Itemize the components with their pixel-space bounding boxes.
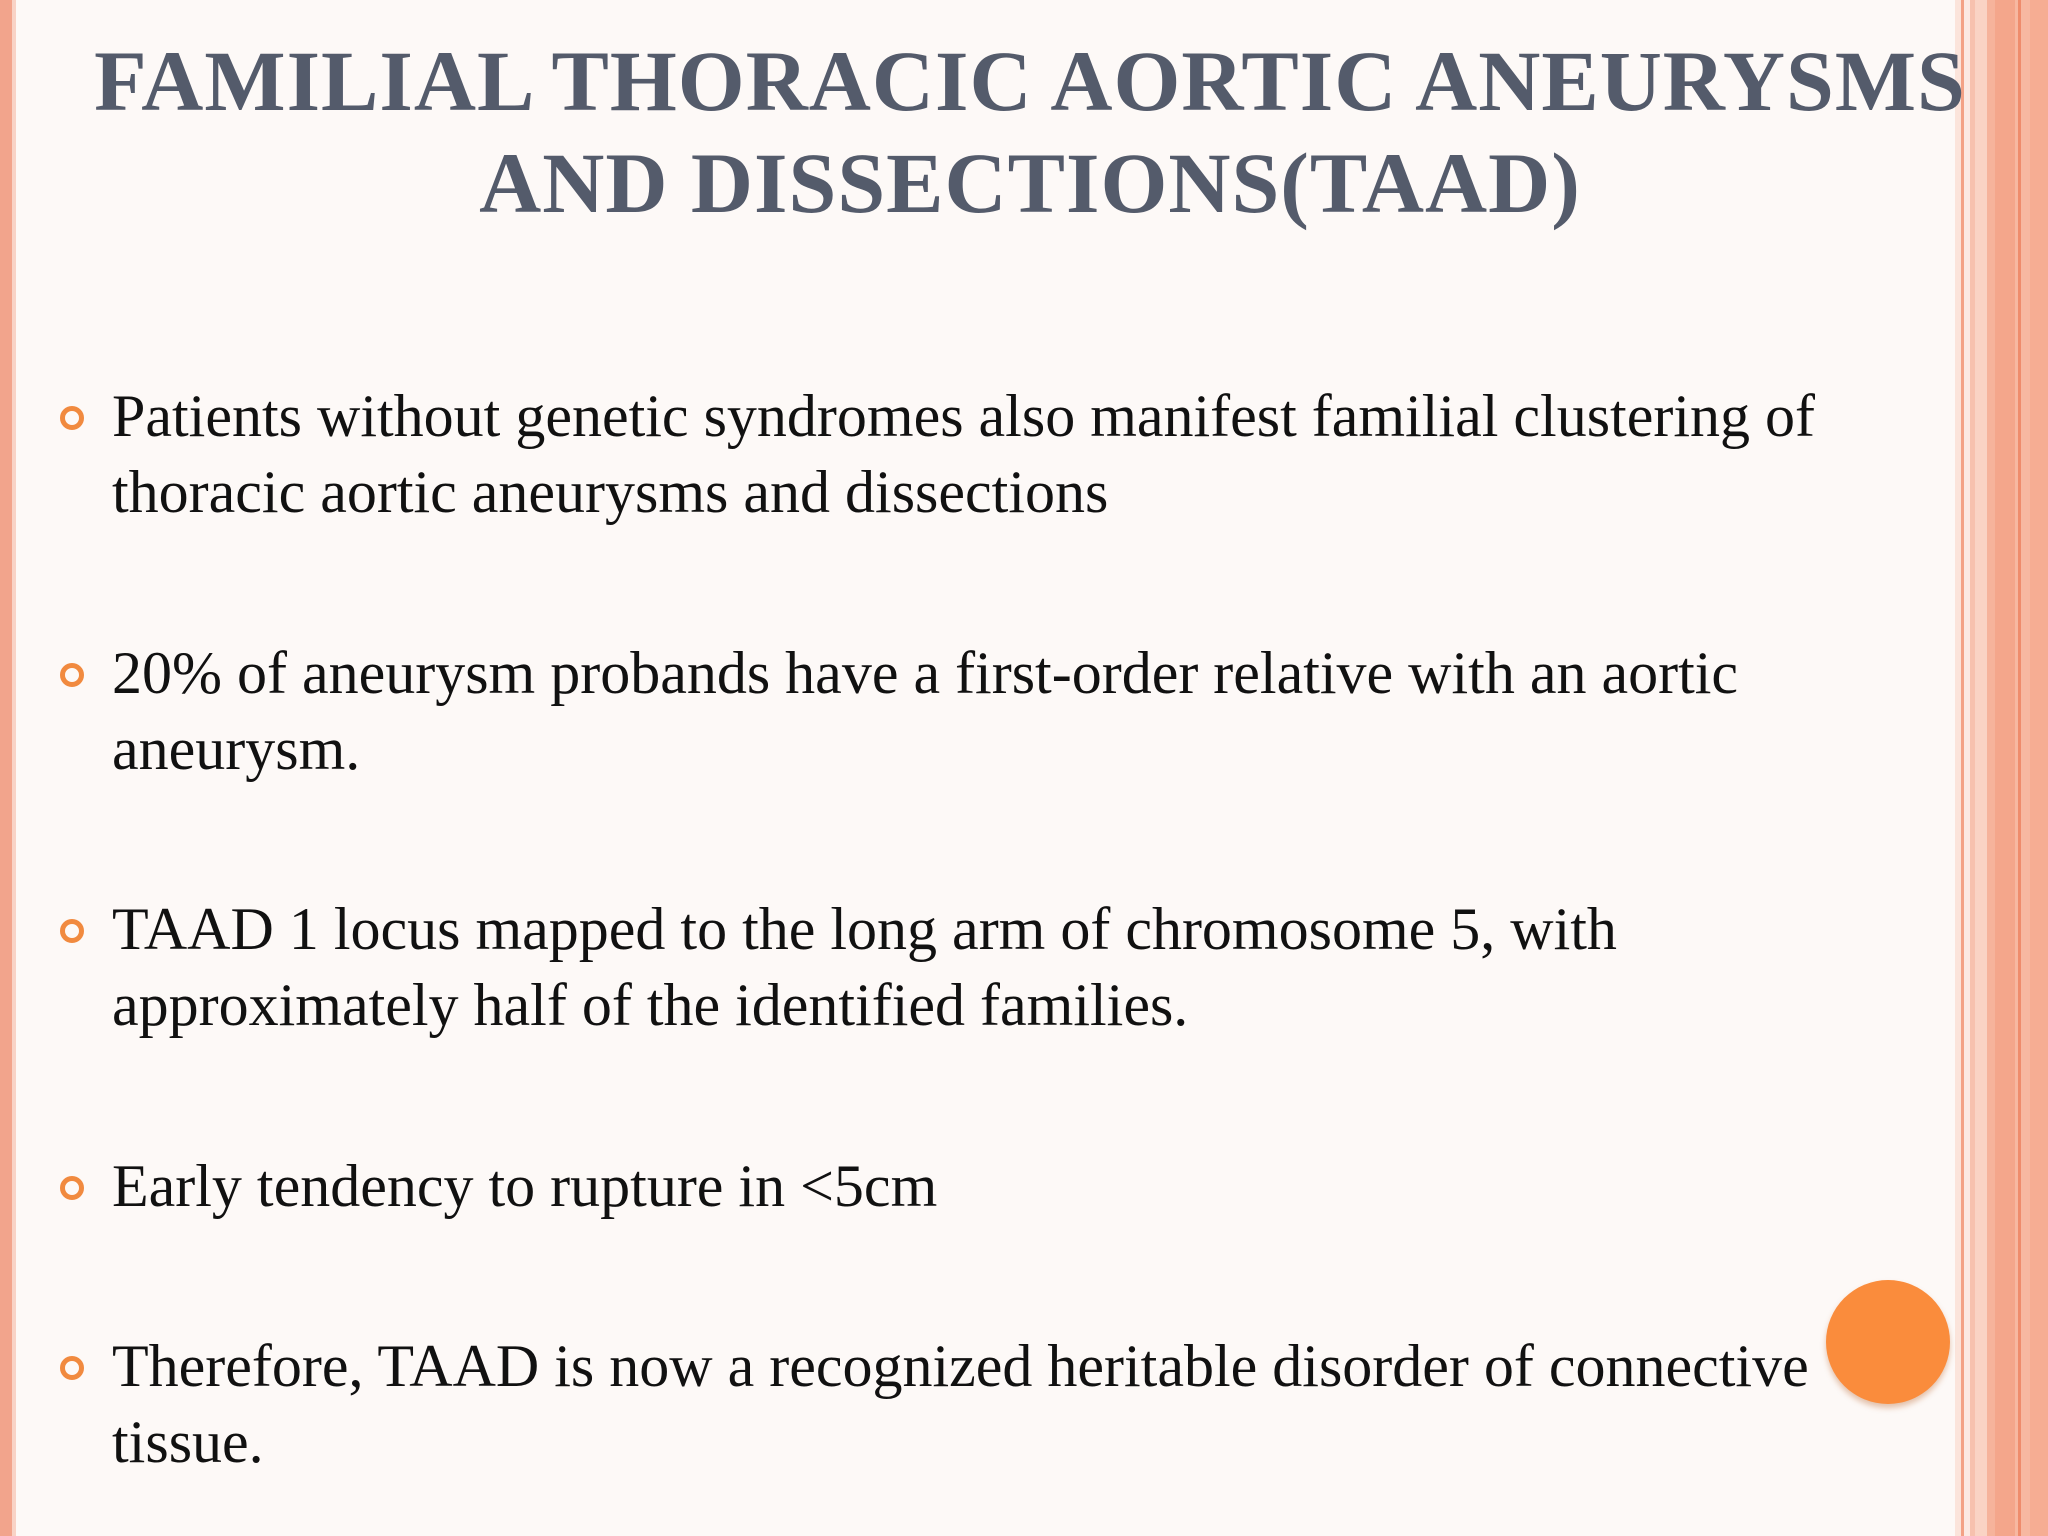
slide-title: FAMILIAL THORACIC AORTIC ANEURYSMS AND DISSECTIONS(TAAD) — [94, 33, 1966, 231]
bullet-text: Early tendency to rupture in <5cm — [112, 1153, 938, 1219]
bullet-circle-icon — [60, 1176, 84, 1200]
bullet-text: Therefore, TAAD is now a recognized heritable disorder of connective tissue. — [112, 1333, 1809, 1475]
bullet-text: 20% of aneurysm probands have a first-order relative with an aortic aneurysm. — [112, 640, 1739, 782]
bullet-circle-icon — [60, 1356, 84, 1380]
bullet-circle-icon — [60, 919, 84, 943]
bullet-circle-icon — [60, 663, 84, 687]
bullet-circle-icon — [60, 406, 84, 430]
bullet-text: TAAD 1 locus mapped to the long arm of chromosome 5, with approximately half of the identified families. — [112, 896, 1617, 1038]
orange-circle-icon — [1826, 1280, 1950, 1404]
bullet-text: Patients without genetic syndromes also manifest familial clustering of thoracic aortic aneurysms and dissections — [112, 383, 1815, 525]
